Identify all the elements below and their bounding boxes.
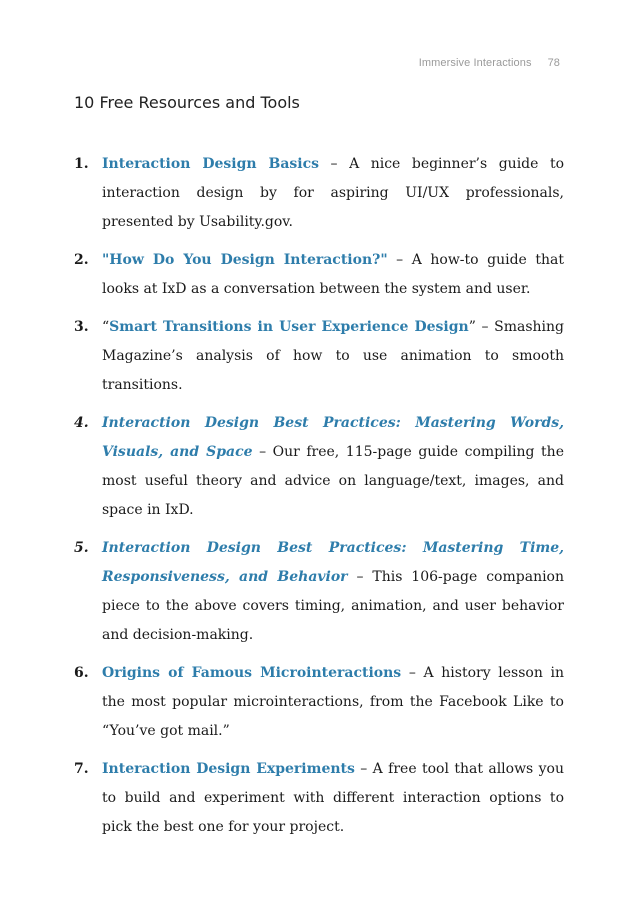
list-item [74, 659, 564, 746]
item-number: 5. [74, 540, 89, 556]
page-number: 78 [547, 57, 560, 69]
resource-description: – Smashing Magazine’s analysis of how to use animation to smooth transitions. [102, 319, 564, 393]
resource-description: – A nice beginner’s guide to interaction design by for aspiring UI/UX professionals, presented by Usability.gov. [102, 156, 564, 230]
resource-link[interactable]: Interaction Design Experiments [102, 761, 355, 777]
resource-link[interactable]: Interaction Design Basics [102, 156, 320, 172]
item-number: 3. [74, 319, 89, 335]
resource-description: – This 106-page companion piece to the above covers timing, animation, and user behavior and decision-making. [102, 569, 565, 643]
list-item [74, 150, 564, 237]
item-number: 2. [74, 252, 89, 268]
resource-description: – A how-to guide that looks at IxD as a conversation between the system and user. [102, 252, 564, 297]
resource-list [74, 150, 564, 851]
resource-description: – A history lesson in the most popular microinteractions, from the Facebook Like to “You’ve got mail.” [102, 665, 564, 739]
section-title: Immersive Interactions [418, 57, 532, 69]
resource-link[interactable]: "How Do You Design Interaction?" [102, 252, 388, 268]
resource-link[interactable]: Smart Transitions in User Experience Design [109, 319, 469, 335]
item-number: 4. [74, 415, 89, 431]
resource-description: – A free tool that allows you to build and experiment with different interaction options to pick the best one for your project. [102, 761, 564, 835]
item-number: 7. [74, 761, 89, 777]
list-item [74, 313, 564, 400]
resource-link[interactable]: Interaction Design Best Practices: Mastering Words, Visuals, and Space [102, 415, 564, 460]
list-item [74, 755, 564, 842]
resource-link[interactable]: Origins of Famous Microinteractions [102, 665, 402, 681]
close-quote: ” [468, 319, 476, 335]
list-item [74, 409, 564, 525]
running-header [419, 57, 560, 69]
item-number: 6. [74, 665, 89, 681]
resource-description: – Our free, 115-page guide compiling the most useful theory and advice on language/text, images, and space in IxD. [102, 444, 564, 518]
open-quote: “ [102, 319, 110, 335]
resource-link[interactable]: Interaction Design Best Practices: Mastering Time, Responsiveness, and Behavior [102, 540, 564, 585]
item-number: 1. [74, 156, 89, 172]
list-item [74, 246, 564, 304]
section-heading: 10 Free Resources and Tools [74, 93, 300, 112]
list-item [74, 534, 564, 650]
